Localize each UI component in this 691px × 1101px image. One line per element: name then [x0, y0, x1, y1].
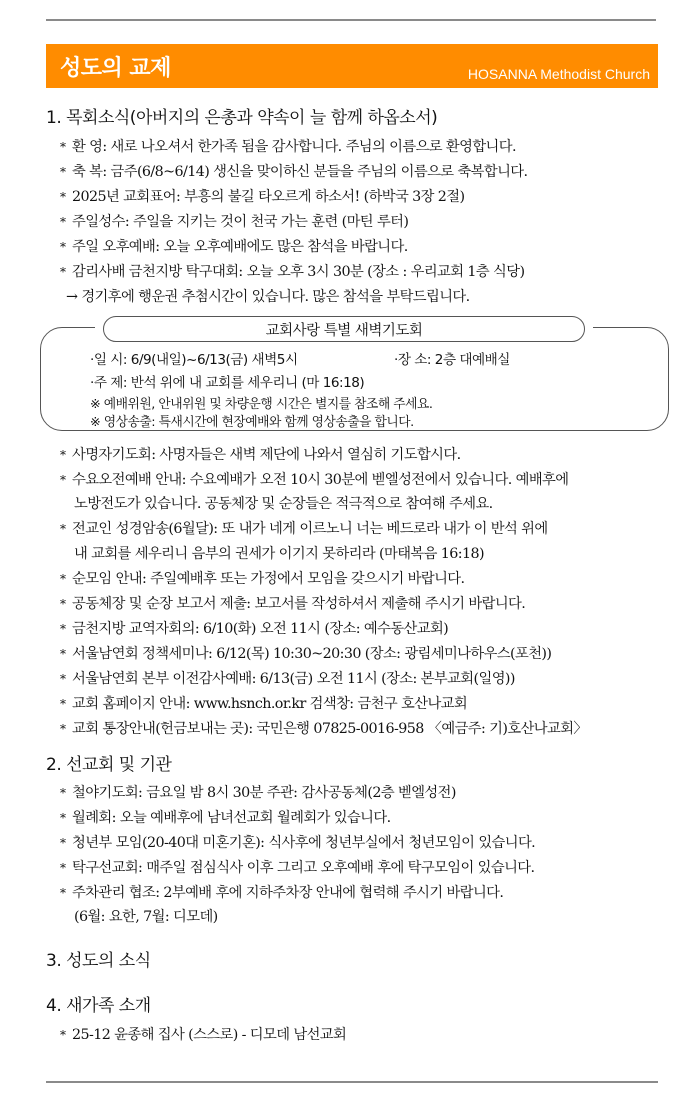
- bullet-icon: *: [60, 140, 66, 154]
- top-divider: [46, 19, 656, 21]
- bullet-icon: *: [60, 647, 66, 661]
- list-item: * 환 영: 새로 나오셔서 한가족 됨을 감사합니다. 주님의 이름으로 환영합니다.: [60, 139, 516, 155]
- page-title: 성도의 교제: [60, 56, 171, 81]
- bullet-icon: *: [60, 215, 66, 229]
- list-item: * 사명자기도회: 사명자들은 새벽 제단에 나와서 열심히 기도합시다.: [60, 447, 461, 463]
- bullet-icon: *: [60, 473, 66, 487]
- bullet-icon: *: [60, 836, 66, 850]
- bullet-icon: *: [60, 165, 66, 179]
- prayer-place: ·장 소: 2층 대예배실: [394, 352, 510, 368]
- list-item: * 주일 오후예배: 오늘 오후예배에도 많은 참석을 바랍니다.: [60, 239, 408, 255]
- prayer-theme: ·주 제: 반석 위에 내 교회를 세우리니 (마 16:18): [90, 375, 365, 391]
- list-item: * 수요오전예배 안내: 수요예배가 오전 10시 30분에 벧엘성전에서 있습니다. 예배후에: [60, 472, 569, 488]
- list-item: * 축 복: 금주(6/8~6/14) 생신을 맞이하신 분들을 주님의 이름으로 축복합니다.: [60, 164, 528, 180]
- arrow-note: → 경기후에 행운권 추첨시간이 있습니다. 많은 참석을 부탁드립니다.: [66, 289, 470, 305]
- bullet-icon: *: [60, 240, 66, 254]
- bullet-icon: *: [60, 522, 66, 536]
- list-item-bank-account: * 교회 통장안내(헌금보내는 곳): 국민은행 07825-0016-958 〈예금주: 기)호산나교회〉: [60, 721, 588, 737]
- list-item: * 25-12 윤종해 집사 (스스로) - 디모데 남선교회: [60, 1027, 347, 1043]
- bullet-icon: *: [60, 265, 66, 279]
- bullet-icon: *: [60, 622, 66, 636]
- section-title-church-news: 1. 목회소식(아버지의 은총과 약속이 늘 함께 하옵소서): [46, 108, 438, 128]
- bullet-icon: *: [60, 722, 66, 736]
- list-item: * 주일성수: 주일을 지키는 것이 천국 가는 훈련 (마틴 루터): [60, 214, 409, 230]
- list-item-continuation: (6월: 요한, 7월: 디모데): [74, 909, 218, 925]
- list-item: * 공동체장 및 순장 보고서 제출: 보고서를 작성하셔서 제출해 주시기 바랍니다.: [60, 596, 526, 612]
- list-item: * 2025년 교회표어: 부흥의 불길 타오르게 하소서! (하박국 3장 2절): [60, 189, 465, 205]
- list-item-continuation: 노방전도가 있습니다. 공동체장 및 순장들은 적극적으로 참여해 주세요.: [74, 496, 493, 512]
- list-item: * 서울남연회 본부 이전감사예배: 6/13(금) 오전 11시 (장소: 본부교회(일영)): [60, 671, 515, 687]
- section-title-member-news: 3. 성도의 소식: [46, 951, 151, 971]
- bottom-divider: [46, 1081, 658, 1083]
- list-item: * 탁구선교회: 매주일 점심식사 이후 그리고 오후예배 후에 탁구모임이 있습니다.: [60, 860, 535, 876]
- bullet-icon: *: [60, 190, 66, 204]
- list-item: * 철야기도회: 금요일 밤 8시 30분 주관: 감사공동체(2층 벧엘성전): [60, 785, 456, 801]
- list-item: * 월례회: 오늘 예배후에 남녀선교회 월례회가 있습니다.: [60, 810, 391, 826]
- bullet-icon: *: [60, 1028, 66, 1042]
- list-item: * 서울남연회 정책세미나: 6/12(목) 10:30~20:30 (장소: 광림세미나하우스(포천)): [60, 646, 552, 662]
- bullet-icon: *: [60, 811, 66, 825]
- bullet-icon: *: [60, 886, 66, 900]
- bullet-icon: *: [60, 861, 66, 875]
- section-title-new-family: 4. 새가족 소개: [46, 996, 151, 1016]
- bullet-icon: *: [60, 572, 66, 586]
- bullet-icon: *: [60, 786, 66, 800]
- list-item: * 순모임 안내: 주일예배후 또는 가정에서 모임을 갖으시기 바랍니다.: [60, 571, 465, 587]
- prayer-date: ·일 시: 6/9(내일)~6/13(금) 새벽5시: [90, 352, 298, 368]
- list-item: * 청년부 모임(20-40대 미혼기혼): 식사후에 청년부실에서 청년모임이 있습니다.: [60, 835, 536, 851]
- bullet-icon: *: [60, 697, 66, 711]
- bullet-icon: *: [60, 672, 66, 686]
- list-item-continuation: 내 교회를 세우리니 음부의 권세가 이기지 못하리라 (마태복음 16:18): [74, 546, 484, 562]
- prayer-box-title: 교회사랑 특별 새벽기도회: [265, 323, 423, 339]
- list-item: * 금천지방 교역자회의: 6/10(화) 오전 11시 (장소: 예수동산교회): [60, 621, 449, 637]
- page-banner: [46, 44, 658, 88]
- list-item: * 주차관리 협조: 2부예배 후에 지하주차장 안내에 협력해 주시기 바랍니다.: [60, 885, 504, 901]
- list-item-homepage: * 교회 홈페이지 안내: www.hsnch.or.kr 검색창: 금천구 호산나교회: [60, 696, 468, 712]
- bullet-icon: *: [60, 448, 66, 462]
- prayer-note: ※ 예배위원, 안내위원 및 차량운행 시간은 별지를 참조해 주세요.: [90, 397, 433, 412]
- section-title-missions: 2. 선교회 및 기관: [46, 755, 172, 775]
- list-item: * 감리사배 금천지방 탁구대회: 오늘 오후 3시 30분 (장소 : 우리교회 1층 식당): [60, 264, 525, 280]
- bullet-icon: *: [60, 597, 66, 611]
- list-item: * 전교인 성경암송(6월달): 또 내가 네게 이르노니 너는 베드로라 내가 이 반석 위에: [60, 521, 548, 537]
- church-name: HOSANNA Methodist Church: [467, 66, 650, 82]
- prayer-note: ※ 영상송출: 특새시간에 현장예배와 함께 영상송출을 합니다.: [90, 415, 414, 430]
